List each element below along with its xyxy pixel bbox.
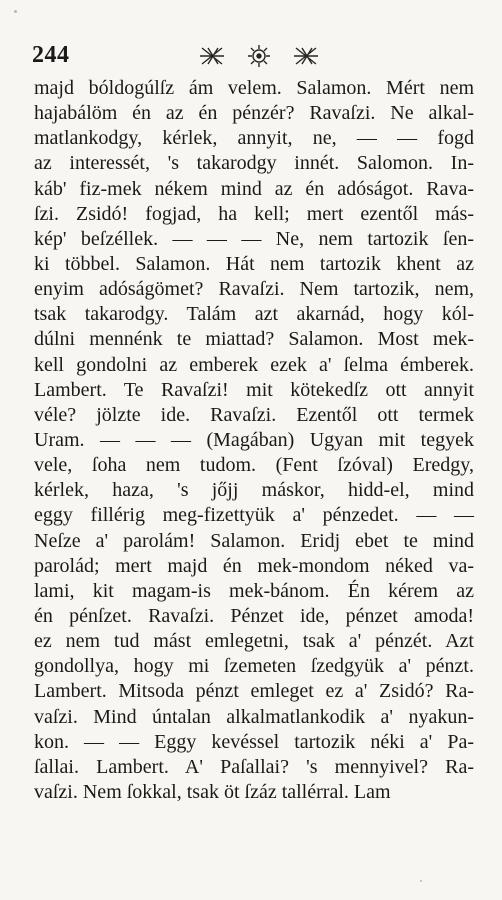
text-line: matlankodgy, kérlek, annyit, ne, — — fogd <box>34 127 474 150</box>
print-speck <box>14 10 17 13</box>
text-line: eggy fillérig meg-fizettyük a' pénzedet. — — <box>34 504 474 527</box>
text-line: véle? jölzte ide. Ravaſzi. Ezentől ott termek <box>34 403 474 426</box>
text-line: az interessét, 's takarodgy innét. Salomon. In- <box>34 152 474 175</box>
text-line: Lambert. Te Ravaſzi! mit kötekedſz ott annyit <box>34 378 474 401</box>
text-line: Neſze a' parolám! Salamon. Eridj ebet te mind <box>34 529 474 552</box>
text-line: káb' fiz-mek nékem mind az én adóságot. Rava- <box>34 177 474 200</box>
fleuron-ornament-icon <box>194 44 324 68</box>
text-line: vaſzi. Mind úntalan alkalmatlankodik a' nyakun- <box>34 705 474 728</box>
text-line: kép' beſzéllek. — — — Ne, nem tartozik ſen- <box>34 227 474 250</box>
text-line: majd bóldogúlſz ám velem. Salamon. Mért nem <box>34 77 474 99</box>
print-speck <box>420 880 422 882</box>
text-line: dúlni mennénk te miattad? Salamon. Most mek- <box>34 328 474 351</box>
text-line: vele, ſoha nem tudom. (Fent ſzóval) Eredgy, <box>34 454 474 477</box>
page-header <box>32 42 472 72</box>
text-line: ſzi. Zsidó! fogjad, ha kell; mert ezentől más- <box>34 202 474 225</box>
text-line: kon. — — Eggy kevéssel tartozik néki a' Pa- <box>34 730 474 753</box>
text-line: tsak takarodgy. Talám azt akarnád, hogy kól- <box>34 303 474 326</box>
text-line: kérlek, haza, 's jőjj máskor, hidd-el, mind <box>34 479 474 502</box>
text-line: kell gondolni az emberek ezek a' ſelma émberek. <box>34 353 474 376</box>
text-line: vaſzi. Nem ſokkal, tsak öt ſzáz tallérral. Lam <box>34 780 391 803</box>
page-body-text <box>34 76 474 805</box>
text-line: parolád; mert majd én mek-mondom néked va- <box>34 554 474 577</box>
text-line: gondollya, hogy mi ſzemeten ſzedgyük a' pénzt. <box>34 655 474 678</box>
text-line: Lambert. Mitsoda pénzt emleget ez a' Zsidó? Ra- <box>34 680 474 703</box>
text-line: én pénſzet. Ravaſzi. Pénzet ide, pénzet amoda! <box>34 604 474 627</box>
page-number: 244 <box>32 42 70 68</box>
text-line: lami, kit magam-is mek-bánom. Én kérem az <box>34 579 474 602</box>
text-line: ez nem tud mást emlegetni, tsak a' pénzét. Azt <box>34 630 474 653</box>
text-line: Uram. — — — (Magában) Ugyan mit tegyek <box>34 428 474 451</box>
text-line: ſallai. Lambert. A' Paſallai? 's mennyivel? Ra- <box>34 755 474 778</box>
text-line: hajabálöm én az én pénzér? Ravaſzi. Ne alkal- <box>34 102 474 125</box>
text-line: ki többel. Salamon. Hát nem tartozik khent az <box>34 252 474 275</box>
text-line: enyim adóságömet? Ravaſzi. Nem tartozik, nem, <box>34 278 474 301</box>
